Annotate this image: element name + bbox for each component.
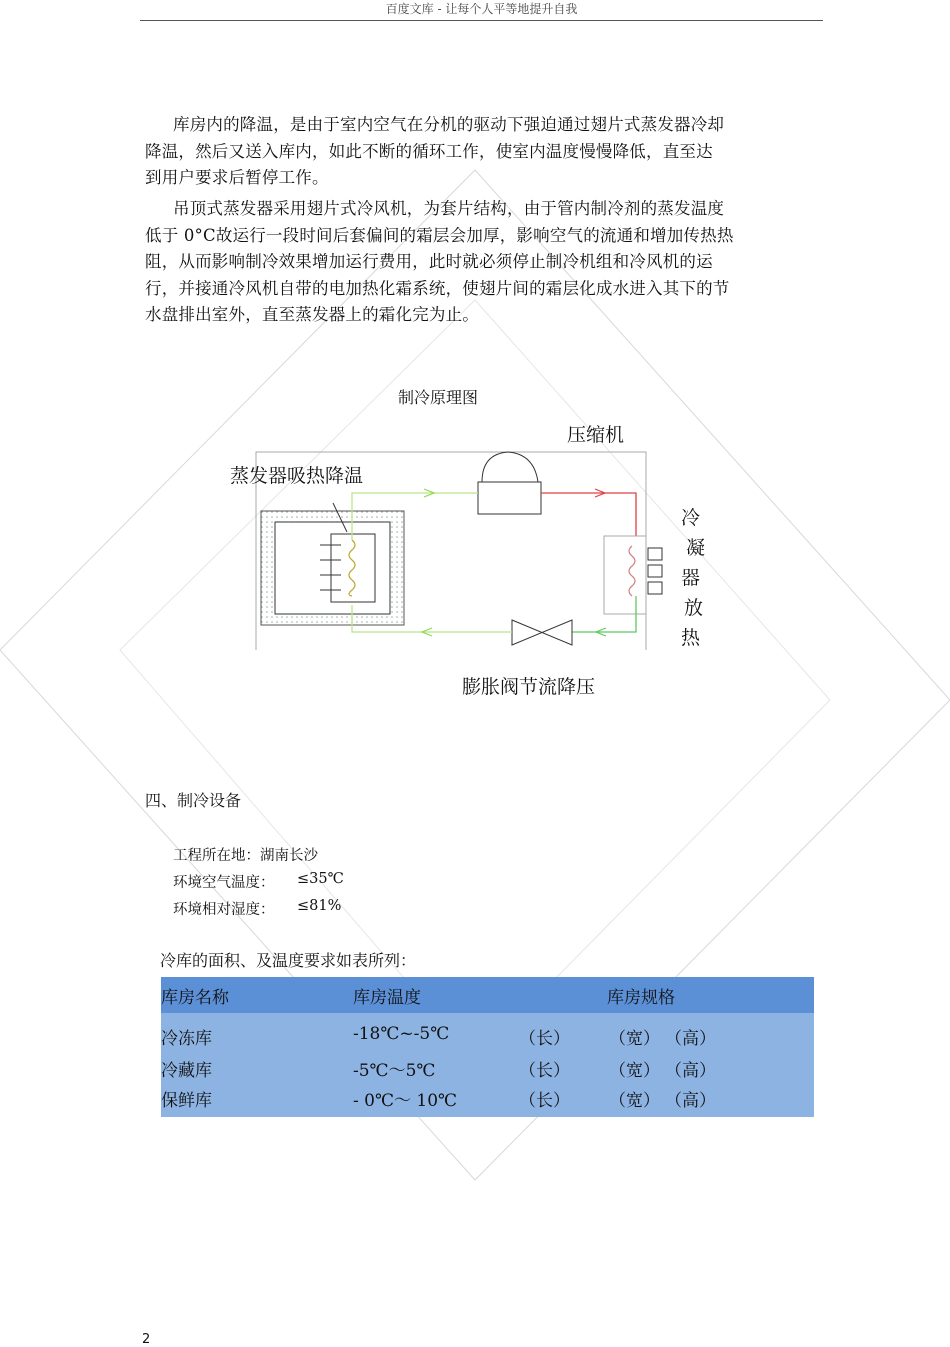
paragraph-line: 降温，然后又送入库内，如此不断的循环工作，使室内温度慢慢降低，直至达: [145, 141, 713, 161]
table-cell: - 0℃～ 10℃: [353, 1091, 458, 1111]
table-cell: （高）: [665, 1029, 716, 1049]
table-cell: 保鲜库: [161, 1091, 212, 1111]
table-cell: （宽）: [609, 1061, 660, 1081]
page-number: 2: [142, 1332, 151, 1347]
evaporator-label: 蒸发器吸热降温: [230, 465, 364, 487]
condenser-fins: [648, 548, 662, 594]
paragraph-line: 低于 0°C故运行一段时间后套偏间的霜层会加厚，影响空气的流通和增加传热热: [145, 225, 734, 245]
evaporator-coil: [331, 534, 375, 602]
info-row: [173, 898, 342, 919]
info-row: [173, 844, 318, 865]
table-header-cell: 库房温度: [353, 988, 421, 1008]
condenser-box: [604, 536, 646, 614]
paragraph-line: 库房内的降温，是由于室内空气在分机的驱动下强迫通过翅片式蒸发器冷却: [173, 115, 725, 134]
table-header-cell: 库房规格: [607, 988, 675, 1008]
table-cell: 冷藏库: [161, 1061, 212, 1081]
valve-label: 膨胀阀节流降压: [462, 676, 596, 698]
paragraph-line: 水盘排出室外，直至蒸发器上的霜化完为止。: [145, 305, 479, 325]
compressor-body: [478, 482, 541, 514]
compressor-label: 压缩机: [567, 424, 625, 446]
info-row: [173, 871, 344, 892]
info-value: ≤81%: [297, 898, 342, 914]
table-cell: （高）: [665, 1061, 716, 1081]
table-cell: （高）: [665, 1091, 716, 1111]
table-header: [161, 977, 814, 1013]
paragraph-line: 吊顶式蒸发器采用翅片式冷风机，为套片结构，由于管内制冷剂的蒸发温度: [173, 199, 725, 218]
diagram-title: 制冷原理图: [398, 388, 479, 407]
info-value: ≤35℃: [297, 871, 344, 887]
condenser-label-char: 冷: [681, 507, 701, 529]
discharge-pipe: [541, 493, 636, 542]
condenser-label-char: 热: [681, 627, 701, 649]
table-cell: -18℃~-5℃: [353, 1024, 450, 1044]
table-header-cell: 库房名称: [161, 988, 229, 1008]
paragraph-line: 行，并接通冷风机自带的电加热化霜系统，使翅片间的霜层化成水进入其下的节: [145, 278, 730, 298]
info-label: 环境空气温度：: [173, 875, 275, 891]
table-intro: 冷库的面积、及温度要求如表所列：: [160, 951, 417, 970]
info-label: 工程所在地：: [173, 848, 260, 864]
info-value: 湖南长沙: [260, 848, 318, 864]
table-cell: （长）: [519, 1061, 570, 1081]
table-cell: （宽）: [609, 1029, 660, 1049]
compressor-icon: [482, 452, 538, 482]
paragraph-line: 阻，从而影响制冷效果增加运行费用，此时就必须停止制冷机组和冷风机的运: [145, 252, 713, 272]
condenser-label-char: 器: [681, 567, 701, 589]
expansion-valve-icon: [512, 620, 572, 645]
table-cell: （长）: [519, 1091, 570, 1111]
table-cell: （宽）: [609, 1091, 660, 1111]
room-spec-table: [161, 977, 814, 1117]
table-cell: -5℃～5℃: [353, 1061, 436, 1081]
table-cell: 冷冻库: [161, 1029, 212, 1049]
table-cell: （长）: [519, 1029, 570, 1049]
condenser-label-char: 放: [684, 597, 704, 619]
info-label: 环境相对湿度：: [173, 902, 275, 918]
section-title: 四、制冷设备: [145, 791, 242, 810]
page-header: 百度文库 - 让每个人平等地提升自我: [140, 0, 823, 21]
paragraph-line: 到用户要求后暂停工作。: [145, 168, 329, 188]
condenser-label-char: 凝: [686, 537, 706, 559]
